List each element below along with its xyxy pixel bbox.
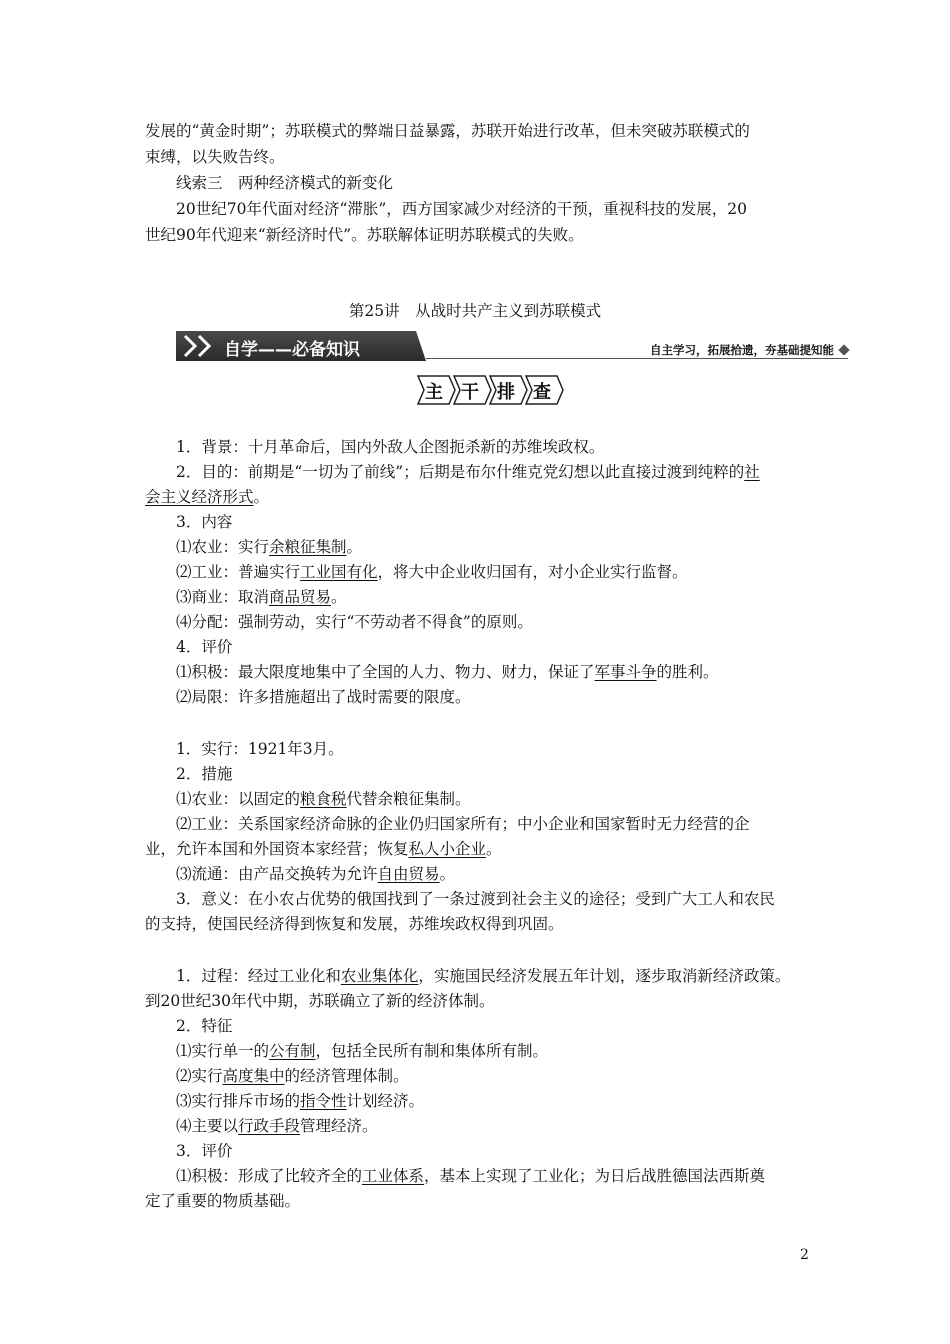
s1-goal-line-1: 2．目的：前期是“一切为了前线”；后期是布尔什维克党幻想以此直接过渡到纯粹的社 [176,463,760,481]
s3-positive-line-1: ⑴积极：形成了比较齐全的工业体系，基本上实现了工业化；为日后战胜德国法西斯奠 [176,1167,766,1185]
tab-label: 干 [461,382,479,403]
tab-label: 主 [425,382,443,403]
s3-positive-line-2: 定了重要的物质基础。 [145,1192,301,1210]
s3-feature-3: ⑶实行排斥市场的指令性计划经济。 [176,1092,425,1110]
tab-pai [489,375,527,405]
intro-line-1: 发展的“黄金时期”；苏联模式的弊端日益暴露，苏联开始进行改革，但未突破苏联模式的 [145,122,750,140]
section-banner [176,331,848,361]
s2-circulation: ⑶流通：由产品交换转为允许自由贸易。 [176,865,456,883]
s2-measures-heading: 2．措施 [176,765,233,783]
s1-background: 1．背景：十月革命后，国内外敌人企图扼杀新的苏维埃政权。 [176,438,605,456]
key-term: 社 [744,463,760,481]
key-term: 指令性 [300,1092,347,1110]
key-term: 余粮征集制 [269,538,347,556]
intro-line-4: 世纪90年代迎来“新经济时代”。苏联解体证明苏联模式的失败。 [145,226,584,244]
s1-industry: ⑵工业：普遍实行工业国有化，将大中企业收归国有，对小企业实行监督。 [176,563,688,581]
banner-rule [426,358,848,359]
key-term: 粮食税 [300,790,347,808]
lecture-title: 第25讲 从战时共产主义到苏联模式 [348,302,602,320]
s1-distribution: ⑷分配：强制劳动，实行“不劳动者不得食”的原则。 [176,613,533,631]
page-number: 2 [800,1247,809,1263]
s3-feature-2: ⑵实行高度集中的经济管理体制。 [176,1067,409,1085]
s3-features-heading: 2．特征 [176,1017,233,1035]
intro-line-3: 20世纪70年代面对经济“滞胀”，西方国家减少对经济的干预，重视科技的发展，20 [176,200,748,218]
s3-feature-1: ⑴实行单一的公有制，包括全民所有制和集体所有制。 [176,1042,549,1060]
key-term: 自由贸易 [377,865,440,883]
s3-process-line-2: 到20世纪30年代中期，苏联确立了新的经济体制。 [145,992,495,1010]
key-term: 行政手段 [238,1117,301,1135]
tab-gan [453,375,491,405]
key-term: 农业集体化 [340,967,419,985]
key-term: 商品贸易 [269,588,332,606]
s3-feature-4: ⑷主要以行政手段管理经济。 [176,1117,378,1135]
s2-industry-line-1: ⑵工业：关系国家经济命脉的企业仍归国家所有；中小企业和国家暂时无力经营的企 [176,815,750,833]
key-term: 军事斗争 [594,663,657,681]
tab-cha [525,375,563,405]
key-term: 会主义经济形式 [145,488,254,506]
s2-industry-line-2: 业，允许本国和外国资本家经营；恢复私人小企业。 [145,840,502,858]
s1-goal-line-2: 会主义经济形式。 [145,488,270,506]
key-term: 公有制 [269,1042,316,1060]
diamond-icon [838,344,849,355]
key-term: 私人小企业 [408,840,487,858]
key-term: 高度集中 [222,1067,285,1085]
s1-content-heading: 3．内容 [176,513,233,531]
s1-limitation: ⑵局限：许多措施超出了战时需要的限度。 [176,688,471,706]
s2-significance-line-2: 的支持，使国民经济得到恢复和发展，苏维埃政权得到巩固。 [145,915,564,933]
s1-commerce: ⑶商业：取消商品贸易。 [176,588,347,606]
s1-evaluation-heading: 4．评价 [176,638,233,656]
clue-three-heading: 线索三 两种经济模式的新变化 [176,174,394,192]
s3-process-line-1: 1．过程：经过工业化和农业集体化，实施国民经济发展五年计划，逐步取消新经济政策。 [176,967,791,985]
s1-positive: ⑴积极：最大限度地集中了全国的人力、物力、财力，保证了军事斗争的胜利。 [176,663,719,681]
s1-agriculture: ⑴农业：实行余粮征集制。 [176,538,363,556]
tab-label: 排 [497,382,515,403]
banner-subtitle: 自主学习，拓展拾遗，夯基础提知能 [650,343,834,357]
key-term: 工业国有化 [300,563,378,581]
s3-evaluation-heading: 3．评价 [176,1142,233,1160]
chevron-right-icon [196,334,214,358]
s2-implementation: 1．实行：1921年3月。 [176,740,344,758]
key-term: 工业体系 [362,1167,425,1185]
tab-label: 查 [533,382,551,403]
s2-significance-line-1: 3．意义：在小农占优势的俄国找到了一条过渡到社会主义的途径；受到广大工人和农民 [176,890,775,908]
intro-line-2: 束缚，以失败告终。 [145,148,285,166]
s2-agriculture: ⑴农业：以固定的粮食税代替余粮征集制。 [176,790,471,808]
banner-title: 自学——必备知识 [224,340,360,360]
tab-zhu [417,375,455,405]
